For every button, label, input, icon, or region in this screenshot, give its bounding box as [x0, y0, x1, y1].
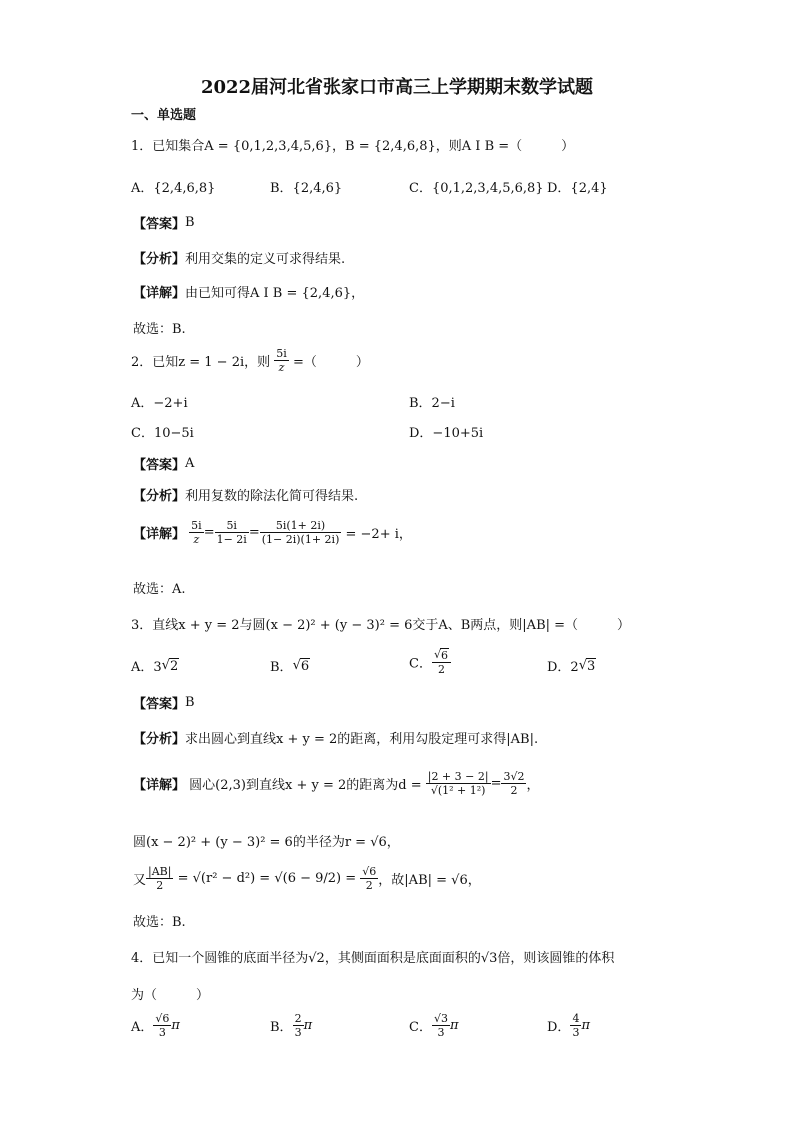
q2-option-b: B．2−i: [409, 396, 455, 411]
fraction: [432, 1012, 450, 1039]
page-title: 2022届河北省张家口市高三上学期期末数学试题: [200, 77, 594, 98]
pi-symbol: π: [303, 1018, 313, 1033]
q4-stem: 4．已知一个圆锥的底面半径为√2，其侧面面积是底面面积的√3倍，则该圆锥的体积: [131, 951, 615, 966]
frac-num: 5i: [276, 347, 287, 360]
option-prefix: A．: [131, 1020, 154, 1035]
q3-detail-frac: [426, 770, 491, 797]
q3-analysis-text: 求出圆心到直线x + y = 2的距离，利用勾股定理可求得|AB|.: [185, 732, 539, 747]
option-prefix: C．: [409, 656, 432, 672]
q3-option-d: D．2√3: [547, 658, 596, 675]
q4-option-b: [270, 1012, 312, 1039]
answer-label: 【答案】: [133, 217, 186, 232]
frac-num: √3: [433, 1012, 448, 1025]
pi-symbol: π: [171, 1018, 180, 1033]
q1-answer-value: B: [185, 215, 195, 230]
q1-analysis: [133, 248, 345, 267]
q4-option-c: [409, 1012, 459, 1039]
frac-den: 3: [158, 1026, 166, 1039]
q1-answer: [133, 213, 195, 232]
q3-detail: [133, 770, 540, 797]
q1-detail: [133, 282, 364, 301]
q2-analysis: [133, 485, 358, 504]
frac-den: 2: [156, 879, 164, 892]
frac-den: 3: [437, 1026, 445, 1039]
q2-option-d: D．−10+5i: [409, 426, 484, 441]
frac-num: √6: [432, 648, 451, 663]
q1-option-b: B．{2,4,6}: [270, 181, 343, 196]
q2-option-a: A．−2+i: [131, 396, 188, 411]
frac-num: 5i: [191, 519, 202, 532]
radicand: 2: [169, 658, 179, 674]
q3-line3-frac: [146, 865, 173, 892]
equals: =: [248, 525, 260, 540]
q2-choose: 故选：A.: [133, 582, 186, 597]
q3-detail-frac2: [501, 770, 526, 797]
frac-den: 3: [294, 1026, 302, 1039]
q3-c-fraction: [432, 648, 451, 676]
q2-detail-frac3: [260, 519, 342, 546]
radicand: 3: [587, 658, 596, 674]
q3-line2: 圆(x − 2)² + (y − 3)² = 6的半径为r = √6，: [133, 835, 400, 850]
q2-option-c: C．10−5i: [131, 426, 194, 441]
frac-num: 4: [572, 1012, 580, 1025]
q2-detail-frac2: [215, 519, 249, 546]
frac-num: 2: [294, 1012, 302, 1025]
fraction: [153, 1012, 171, 1039]
q2-stem-a: 2．已知z = 1 − 2i，则: [131, 355, 271, 370]
section-heading: 一、单选题: [131, 108, 197, 123]
frac-num: |AB|: [148, 865, 172, 878]
pi-symbol: π: [581, 1018, 590, 1033]
option-prefix: A．3: [131, 660, 162, 675]
q1-option-c: C．{0,1,2,3,4,5,6,8}: [409, 181, 544, 196]
q3-analysis: [133, 728, 538, 747]
q3-option-b: B．√6: [270, 658, 310, 675]
q2-stem: [131, 347, 369, 374]
frac-den: 3: [572, 1026, 580, 1039]
frac-num: 5i(1+ 2i): [260, 519, 342, 533]
q1-stem: 1．已知集合A = {0,1,2,3,4,5,6}，B = {2,4,6,8}，则A I B =（ ）: [131, 139, 575, 154]
q2-answer: [133, 454, 194, 473]
frac-den: z: [278, 361, 285, 374]
frac-den: 1− 2i: [216, 533, 247, 546]
radicand: 6: [440, 649, 448, 662]
q2-detail-frac1: [189, 519, 204, 546]
radicand: 6: [300, 658, 310, 674]
q1-choose: 故选：B.: [133, 322, 186, 337]
q2-detail: [133, 519, 412, 546]
frac-num: |2 + 3 − 2|: [427, 770, 489, 783]
q1-analysis-text: 利用交集的定义可求得结果.: [185, 252, 346, 267]
q3-answer: [133, 693, 195, 712]
frac-den: √(1² + 1²): [430, 784, 486, 797]
q3-answer-value: B: [185, 695, 195, 710]
q3-line3-a: 又: [133, 873, 147, 888]
option-prefix: B．: [270, 1020, 293, 1035]
q3-choose: 故选：B.: [133, 915, 186, 930]
q3-detail-a: 圆心(2,3)到直线x + y = 2的距离为d =: [189, 778, 422, 793]
q4-option-a: [131, 1012, 180, 1039]
q3-line3-frac2: [360, 865, 378, 892]
option-prefix: D．: [547, 1020, 571, 1035]
q1-detail-text: 由已知可得A I B = {2,4,6}，: [185, 286, 365, 301]
analysis-label: 【分析】: [133, 732, 186, 747]
frac-den: (1− 2i)(1+ 2i): [261, 533, 340, 546]
detail-label: 【详解】: [133, 778, 186, 793]
detail-label: 【详解】: [133, 527, 186, 542]
frac-den: 2: [365, 879, 373, 892]
option-prefix: D．2: [547, 660, 579, 675]
frac-num: √6: [155, 1012, 170, 1025]
frac-den: 2: [510, 784, 518, 797]
q2-stem-fraction: [274, 347, 289, 374]
q3-option-a: A．3√2: [131, 658, 179, 675]
q3-detail-end: ，: [526, 778, 540, 793]
frac-den: z: [193, 533, 200, 546]
option-prefix: B．: [270, 660, 293, 675]
q1-option-a: A．{2,4,6,8}: [131, 181, 216, 196]
equals: =: [490, 776, 502, 791]
q2-detail-tail: = −2+ i，: [345, 527, 412, 542]
q2-answer-value: A: [185, 456, 195, 471]
q3-line3-c: ，故|AB| = √6，: [378, 873, 481, 888]
frac-den: 2: [437, 663, 445, 676]
q1-option-d: D．{2,4}: [547, 181, 608, 196]
q3-line3-b: = √(r² − d²) = √(6 − 9/2) =: [177, 871, 357, 886]
q3-option-c: [409, 648, 451, 676]
detail-label: 【详解】: [133, 286, 186, 301]
fraction: [293, 1012, 304, 1039]
fraction: [570, 1012, 581, 1039]
q2-analysis-text: 利用复数的除法化简可得结果.: [185, 489, 359, 504]
equals: =: [203, 525, 215, 540]
pi-symbol: π: [449, 1018, 459, 1033]
frac-num: √6: [362, 865, 377, 878]
q4-option-d: [547, 1012, 590, 1039]
q3-line3: [133, 865, 481, 892]
option-prefix: C．: [409, 1020, 432, 1035]
frac-num: 3√2: [503, 770, 525, 783]
analysis-label: 【分析】: [133, 252, 186, 267]
answer-label: 【答案】: [133, 697, 186, 712]
q4-stem2: 为（ ）: [131, 988, 210, 1003]
q2-stem-b: =（ ）: [292, 355, 369, 370]
frac-num: 5i: [215, 519, 249, 533]
answer-label: 【答案】: [133, 458, 186, 473]
analysis-label: 【分析】: [133, 489, 186, 504]
q3-stem: 3．直线x + y = 2与圆(x − 2)² + (y − 3)² = 6交于A、B两点，则|AB| =（ ）: [131, 618, 631, 633]
